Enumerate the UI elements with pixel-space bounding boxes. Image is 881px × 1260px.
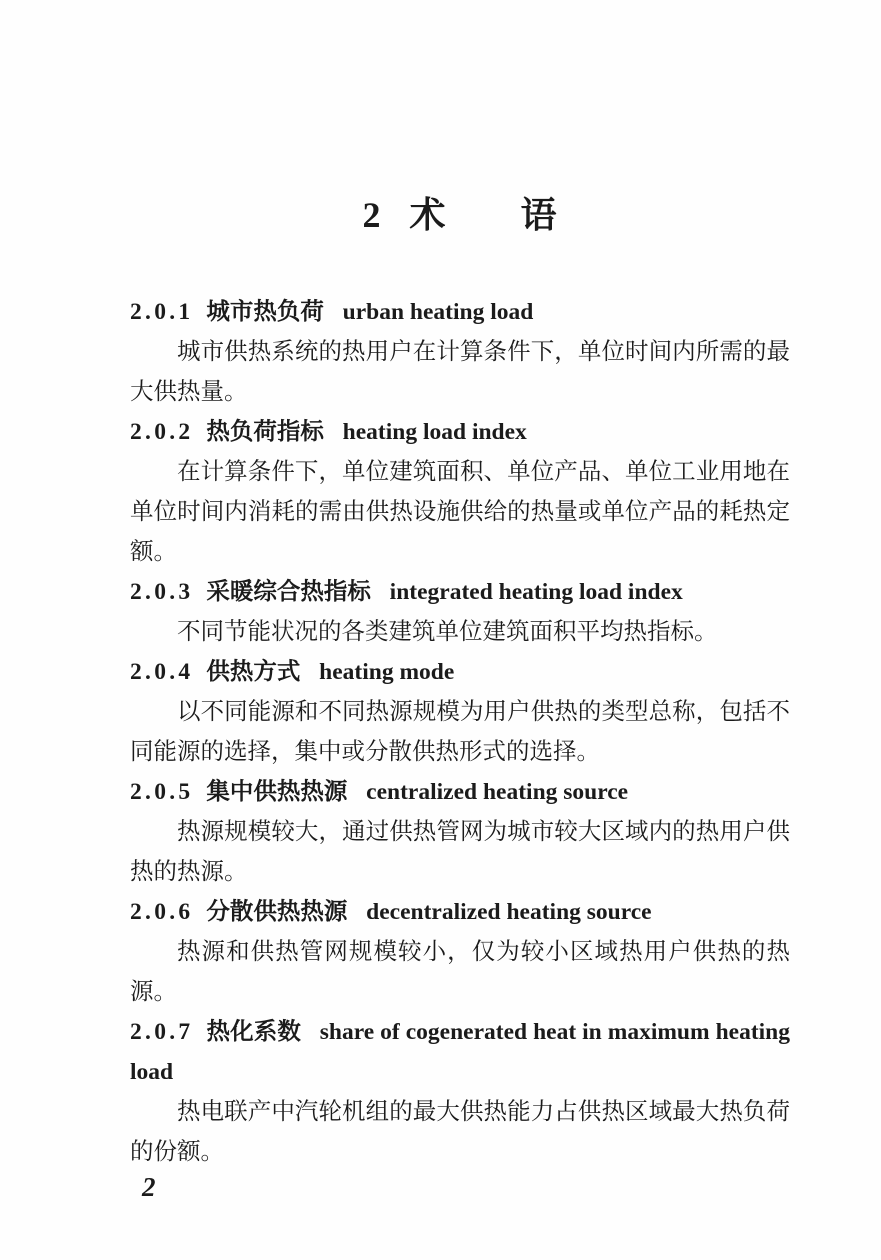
page-content bbox=[130, 192, 790, 1172]
term-zh: 热负荷指标 bbox=[206, 419, 324, 445]
term-entry bbox=[130, 292, 790, 412]
term-en: share of cogenerated heat in maximum heating load bbox=[130, 1019, 790, 1085]
term-heading bbox=[130, 292, 790, 332]
term-definition: 热源规模较大，通过供热管网为城市较大区域内的热用户供热的热源。 bbox=[130, 819, 790, 885]
term-definition: 在计算条件下，单位建筑面积、单位产品、单位工业用地在单位时间内消耗的需由供热设施供给的热量或单位产品的耗热定额。 bbox=[130, 459, 790, 565]
term-zh: 集中供热热源 bbox=[206, 779, 348, 805]
term-definition: 不同节能状况的各类建筑单位建筑面积平均热指标。 bbox=[177, 619, 718, 645]
page-number: 2 bbox=[142, 1172, 156, 1202]
term-number: 2.0.2 bbox=[130, 419, 194, 445]
term-entry bbox=[130, 652, 790, 772]
term-zh: 供热方式 bbox=[206, 659, 301, 685]
term-definition: 热电联产中汽轮机组的最大供热能力占供热区域最大热负荷的份额。 bbox=[130, 1099, 790, 1165]
term-definition: 以不同能源和不同热源规模为用户供热的类型总称，包括不同能源的选择，集中或分散供热形式的选择。 bbox=[130, 699, 790, 765]
term-en: integrated heating load index bbox=[389, 579, 683, 605]
term-zh: 热化系数 bbox=[206, 1019, 301, 1045]
chapter-title bbox=[130, 192, 790, 238]
term-heading bbox=[130, 572, 790, 612]
term-heading bbox=[130, 892, 790, 932]
term-en: centralized heating source bbox=[366, 779, 629, 805]
term-entry bbox=[130, 412, 790, 572]
term-heading bbox=[130, 652, 790, 692]
term-entry bbox=[130, 892, 790, 1012]
term-number: 2.0.5 bbox=[130, 779, 194, 805]
terms-list bbox=[130, 292, 790, 1172]
term-en: heating load index bbox=[342, 419, 527, 445]
term-entry bbox=[130, 1012, 790, 1172]
term-heading bbox=[130, 412, 790, 452]
term-zh: 采暖综合热指标 bbox=[206, 579, 371, 605]
term-number: 2.0.4 bbox=[130, 659, 194, 685]
term-number: 2.0.7 bbox=[130, 1019, 194, 1045]
term-zh: 城市热负荷 bbox=[206, 299, 324, 325]
term-zh: 分散供热热源 bbox=[206, 899, 348, 925]
term-definition: 热源和供热管网规模较小，仅为较小区域热用户供热的热源。 bbox=[130, 939, 790, 1005]
chapter-number: 2 bbox=[362, 195, 382, 235]
term-entry bbox=[130, 572, 790, 652]
term-number: 2.0.6 bbox=[130, 899, 194, 925]
term-en: decentralized heating source bbox=[366, 899, 652, 925]
term-heading bbox=[130, 1012, 790, 1092]
term-number: 2.0.3 bbox=[130, 579, 194, 605]
term-en: heating mode bbox=[319, 659, 455, 685]
chapter-name: 术 语 bbox=[409, 195, 558, 235]
term-heading bbox=[130, 772, 790, 812]
term-entry bbox=[130, 772, 790, 892]
term-number: 2.0.1 bbox=[130, 299, 194, 325]
term-definition: 城市供热系统的热用户在计算条件下，单位时间内所需的最大供热量。 bbox=[130, 339, 790, 405]
term-en: urban heating load bbox=[342, 299, 534, 325]
